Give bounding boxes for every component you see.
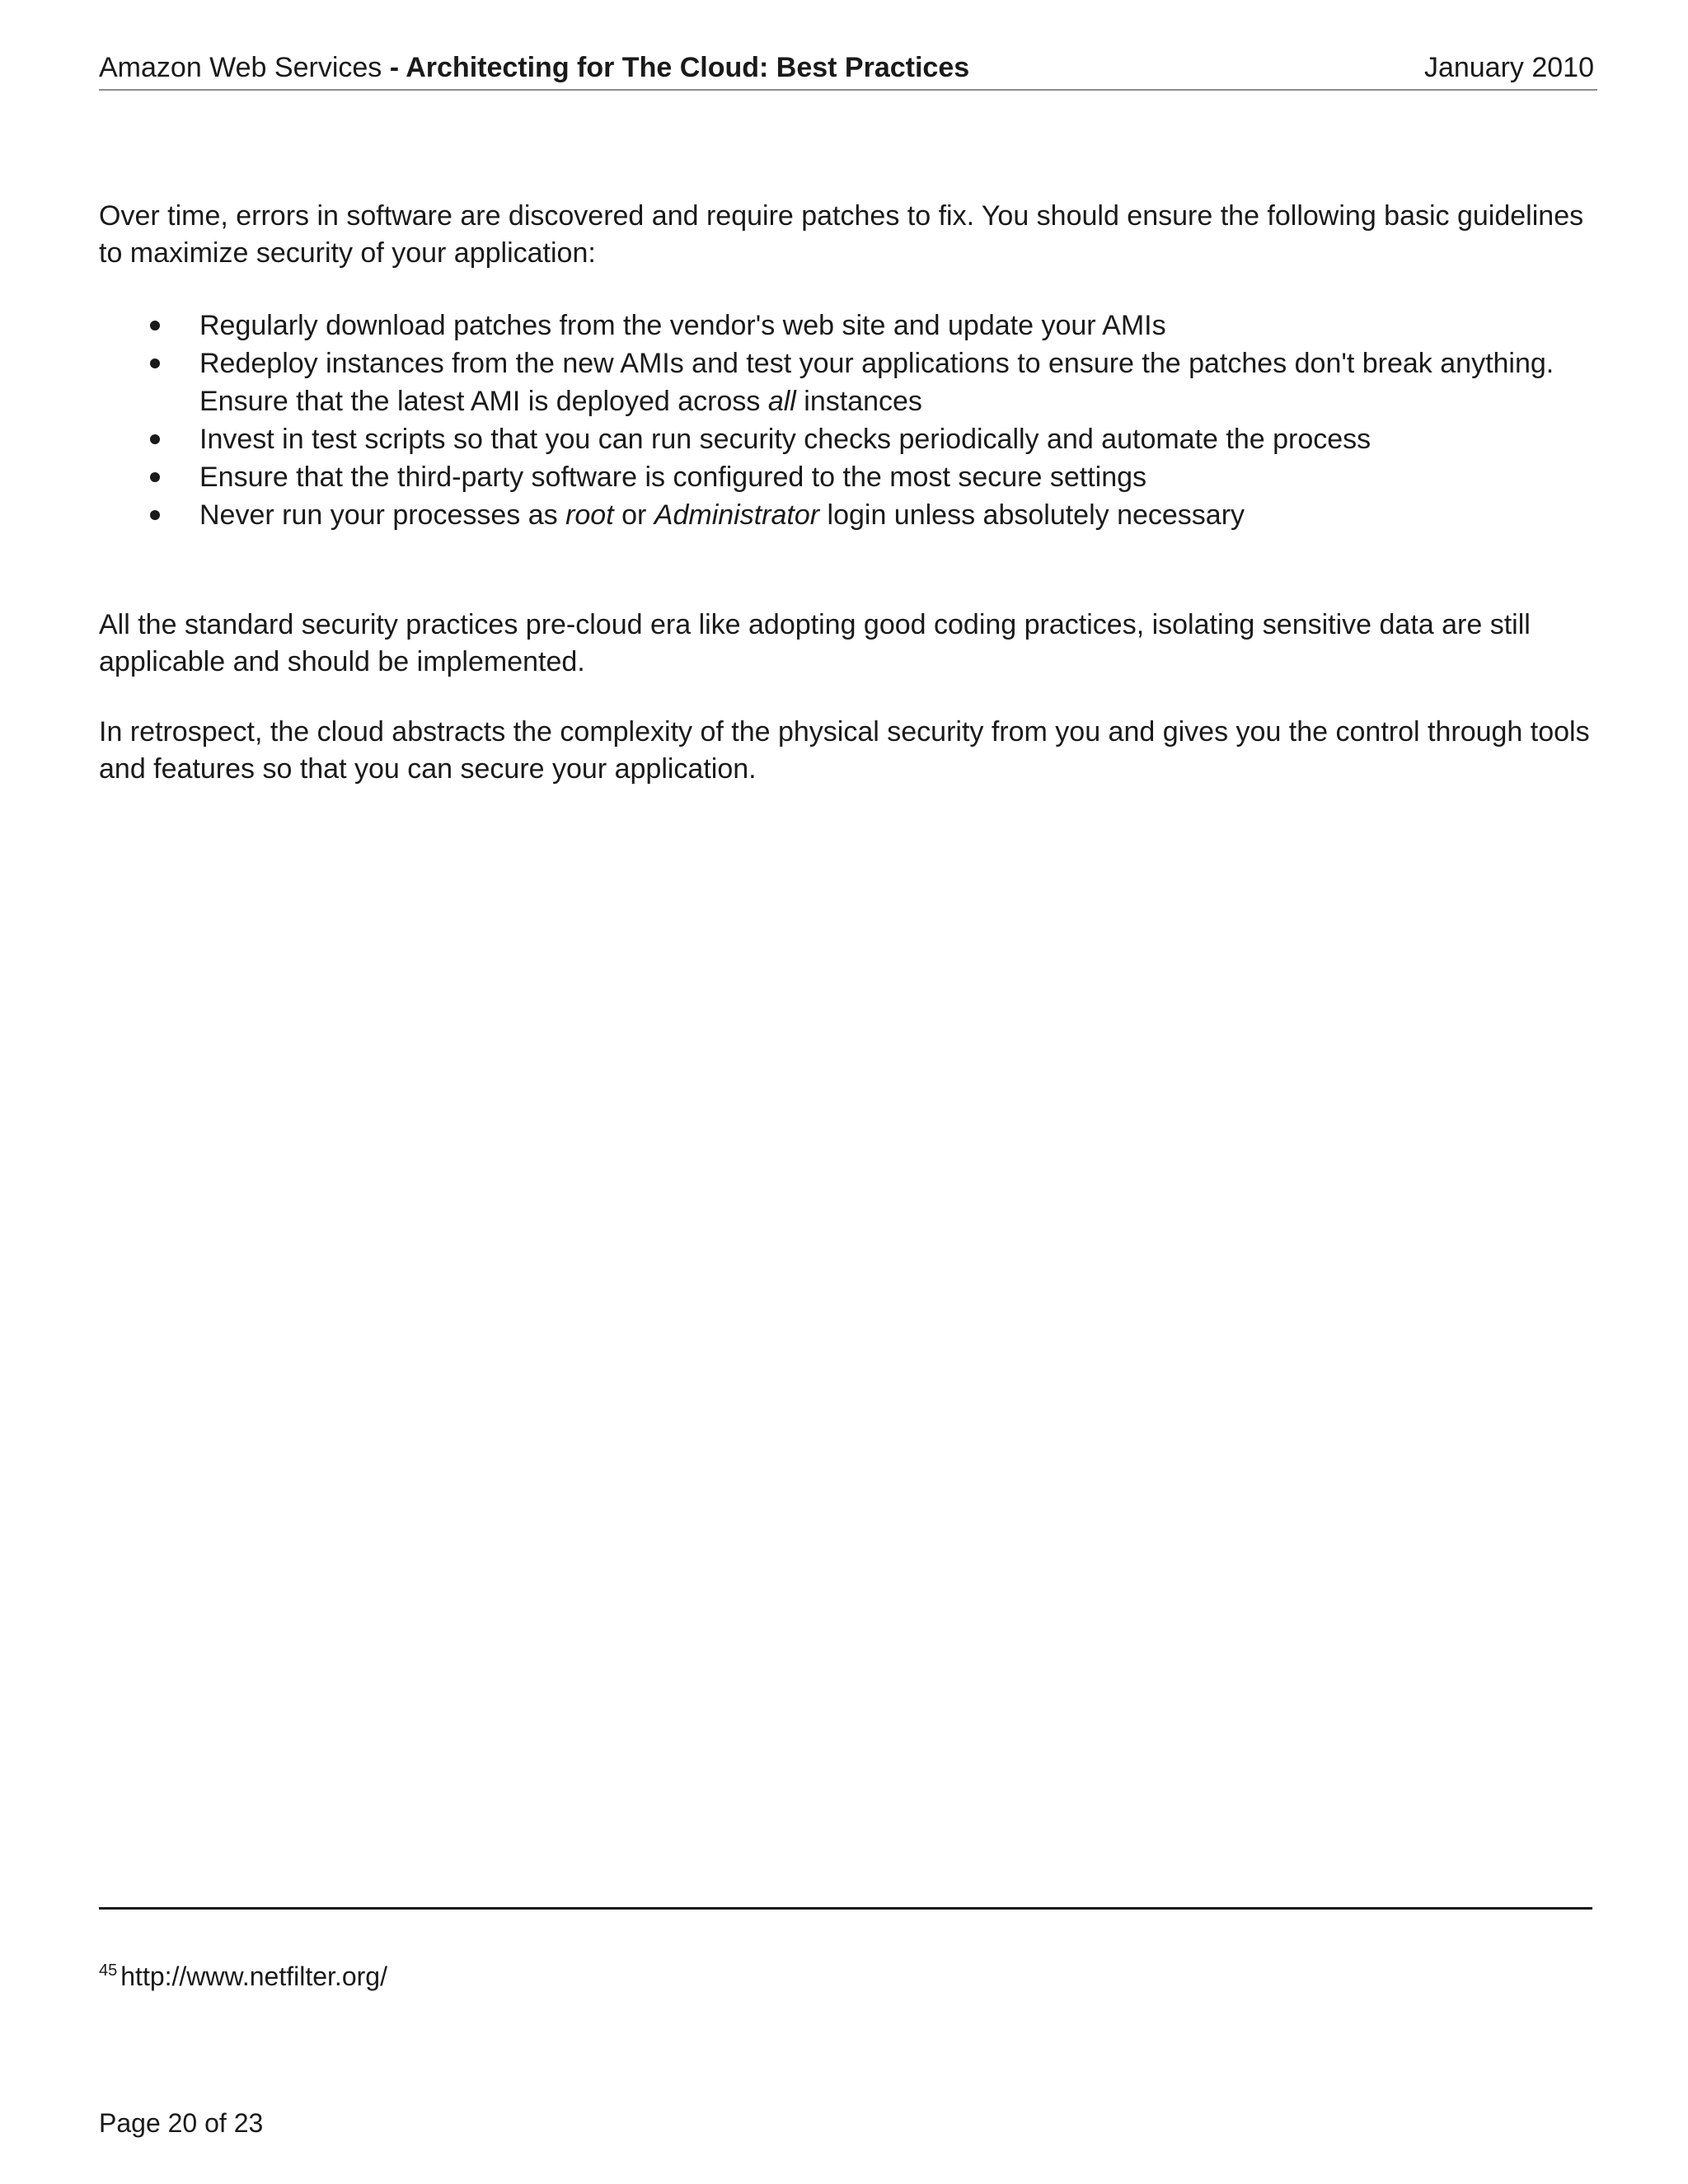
header-date: January 2010 xyxy=(1423,52,1594,83)
list-item-text-middle: or xyxy=(613,499,654,531)
list-item xyxy=(99,344,1591,420)
list-item-text: Regularly download patches from the vendor's web site and update your AMIs xyxy=(199,310,1166,341)
footnote-number: 45 xyxy=(99,1961,118,1980)
paragraph-retrospect: In retrospect, the cloud abstracts the complexity of the physical security from you and gives you the control through tools and features so that you can secure your application. xyxy=(99,716,1590,785)
list-item-text: Ensure that the third-party software is configured to the most secure settings xyxy=(199,462,1147,493)
list-item-text: Invest in test scripts so that you can run security checks periodically and automate the process xyxy=(199,424,1372,455)
list-item xyxy=(99,307,1591,344)
list-item xyxy=(99,420,1591,458)
list-item-emphasis-root: root xyxy=(565,499,614,531)
page-header xyxy=(99,49,1597,91)
page-number: Page 20 of 23 xyxy=(99,2108,264,2138)
bullet-icon xyxy=(150,458,183,496)
bullet-icon xyxy=(150,420,183,458)
bullet-icon xyxy=(150,307,183,344)
footnote-divider xyxy=(99,1907,1592,1910)
paragraph-standard-practices: All the standard security practices pre-cloud era like adopting good coding practices, isolating sensitive data are still applicable and should be implemented. xyxy=(99,609,1531,677)
list-item xyxy=(99,458,1591,496)
list-item-text: Redeploy instances from the new AMIs and test your applications to ensure the patches don't break anything. Ensure that the latest AMI is deployed across xyxy=(199,348,1554,417)
header-title xyxy=(99,49,969,86)
header-title-plain: Amazon Web Services xyxy=(99,52,390,83)
list-item-emphasis-administrator: Administrator xyxy=(654,499,820,531)
bullet-icon xyxy=(150,496,183,534)
footnote-link[interactable]: http://www.netfilter.org/ xyxy=(120,1961,387,1991)
header-title-bold: - Architecting for The Cloud: Best Practices xyxy=(389,52,970,83)
intro-paragraph: Over time, errors in software are discovered and require patches to fix. You should ensure the following basic guidelines to maximize security of your application: xyxy=(99,200,1584,269)
list-item-text-tail: login unless absolutely necessary xyxy=(819,499,1245,531)
list-item-text-tail: instances xyxy=(795,386,922,417)
list-item xyxy=(99,496,1591,534)
guidelines-list xyxy=(99,307,1591,534)
bullet-icon xyxy=(150,344,183,382)
footnote xyxy=(99,1953,387,1994)
list-item-emphasis: all xyxy=(767,386,796,417)
list-item-text: Never run your processes as xyxy=(199,499,566,531)
